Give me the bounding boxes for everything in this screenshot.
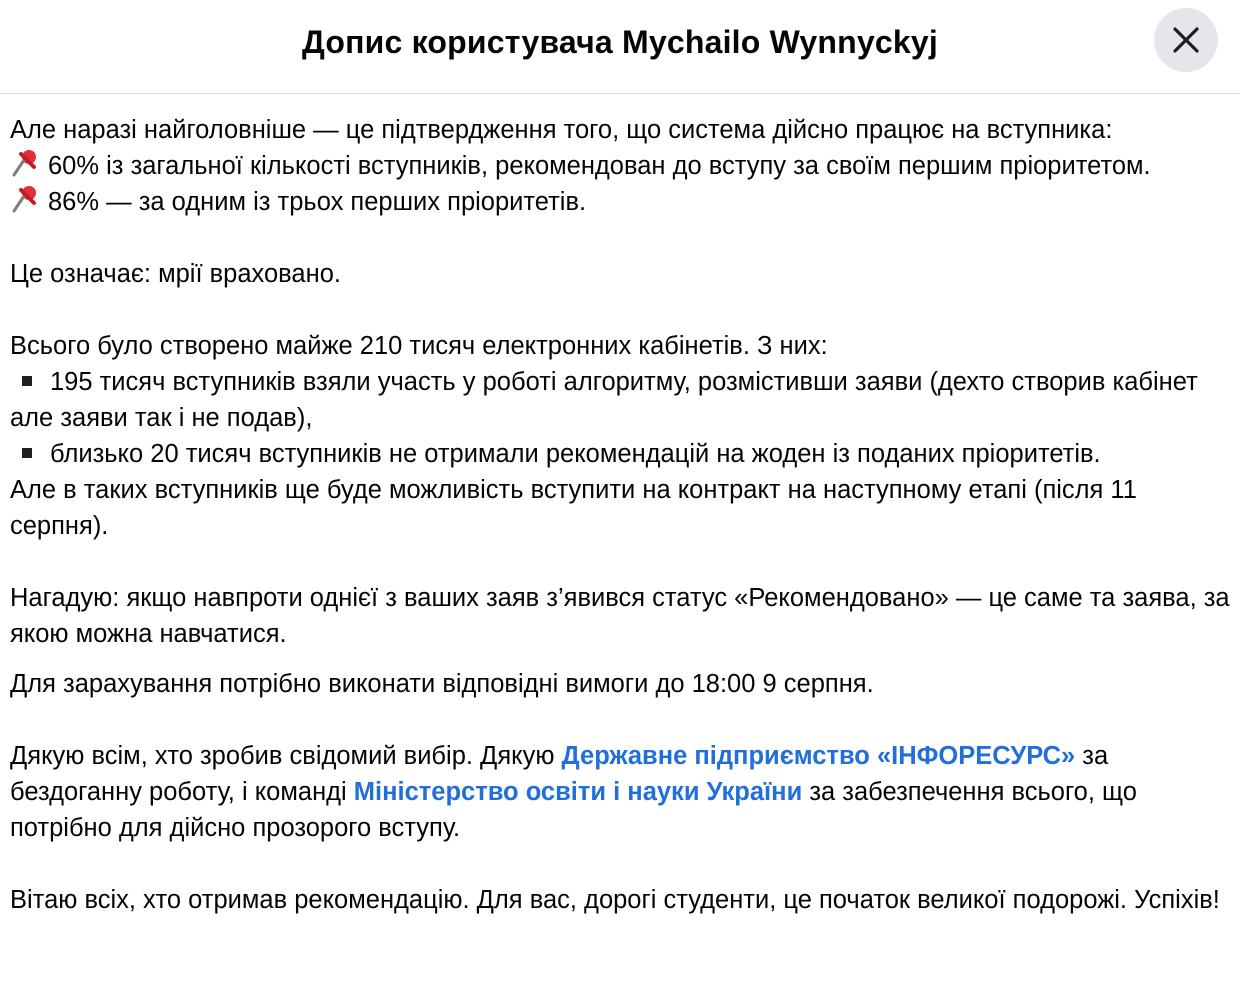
post-stat-line — [10, 184, 1235, 220]
post-stat-line — [10, 148, 1235, 184]
post-paragraph-thanks — [10, 738, 1235, 846]
thanks-text-1: Дякую всім, хто зробив свідомий вибір. Дякую — [10, 742, 562, 770]
post-paragraph-reminder: Нагадую: якщо навпроти однієї з ваших заяв з’явився статус «Рекомендовано» — це саме та заява, за якою можна навчатися. — [10, 584, 1230, 648]
bullet-square-icon — [22, 376, 32, 386]
post-bullet-item — [10, 364, 1235, 436]
close-icon — [1172, 26, 1200, 54]
post-bullet1-text: 195 тисяч вступників взяли участь у роботі алгоритму, розмістивши заяви (дехто створив кабінет але заяви так і не подав), — [10, 368, 1198, 432]
thanks-text-3: за забезпечення всього, що потрібно для дійсно прозорого вступу. — [10, 778, 1137, 842]
mention-link-ministry[interactable]: Міністерство освіти і науки України — [353, 778, 803, 806]
post-paragraph-deadline: Для зарахування потрібно виконати відповідні вимоги до 18:00 9 серпня. — [10, 670, 874, 698]
dialog-title: Допис користувача Mychailo Wynnyckyj — [302, 24, 938, 60]
post-stat2-text: 86% — за одним із трьох перших пріоритетів. — [48, 188, 587, 216]
post-paragraph-meaning: Це означає: мрії враховано. — [10, 260, 341, 288]
post-text — [10, 112, 1235, 918]
post-stat1-text: 60% із загальної кількості вступників, рекомендован до вступу за своїм першим пріоритетом. — [48, 152, 1151, 180]
thanks-text-2: за бездоганну роботу, і команді — [10, 742, 1109, 806]
dialog-header — [0, 0, 1240, 94]
bullet-square-icon — [22, 448, 32, 458]
pushpin-icon — [10, 184, 40, 214]
post-bullet2-text: близько 20 тисяч вступників не отримали рекомендацій на жоден із поданих пріоритетів. — [50, 440, 1101, 468]
mention-link-inforesurs[interactable]: Державне підприємство «ІНФОРЕСУРС» — [561, 742, 1076, 770]
post-paragraph-total: Всього було створено майже 210 тисяч електронних кабінетів. З них: — [10, 332, 828, 360]
post-paragraph-congrats: Вітаю всіх, хто отримав рекомендацію. Для вас, дорогі студенти, це початок великої подорожі. Успіхів! — [10, 886, 1220, 914]
post-bullet-item — [10, 436, 1235, 472]
pushpin-icon — [10, 148, 40, 178]
post-paragraph-contract: Але в таких вступників ще буде можливість вступити на контракт на наступному етапі (після 11 серпня). — [10, 476, 1137, 540]
close-button[interactable] — [1154, 8, 1218, 72]
post-paragraph-intro: Але наразі найголовніше — це підтвердження того, що система дійсно працює на вступника: — [10, 116, 1113, 144]
